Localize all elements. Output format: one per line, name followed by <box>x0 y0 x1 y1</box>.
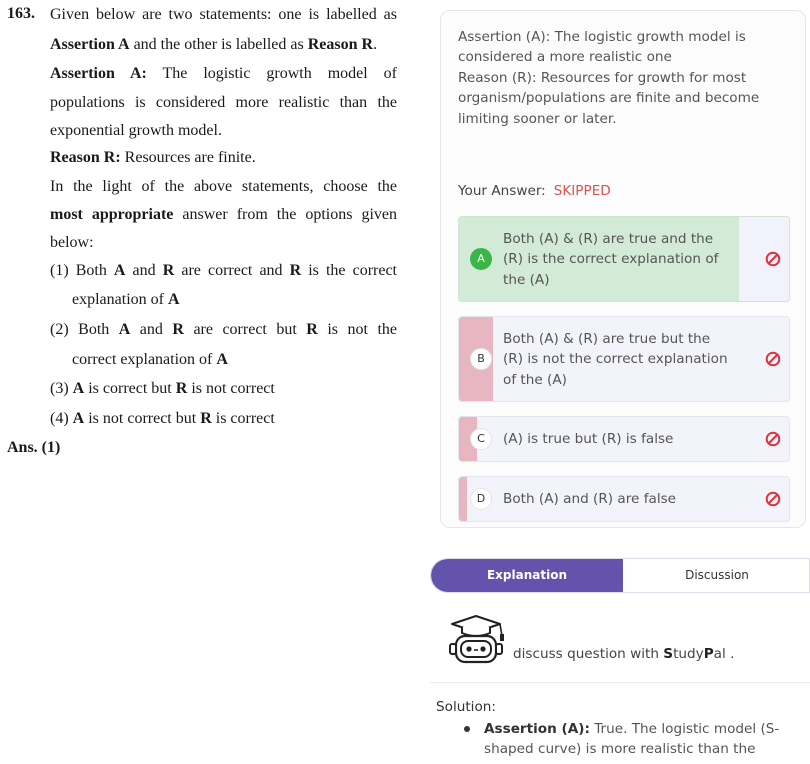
direction-line-2: most appropriate answer from the options given <box>50 206 397 223</box>
option-d-letter: D <box>470 488 492 510</box>
option-a[interactable] <box>458 216 790 302</box>
your-answer <box>458 183 611 199</box>
direction-line-1: In the light of the above statements, choose the <box>50 178 397 195</box>
option-c[interactable] <box>458 416 790 462</box>
assertion-line-2: populations is considered more realistic than the <box>50 94 397 111</box>
answer-card <box>440 10 806 528</box>
answer-key: Ans. (1) <box>7 439 61 456</box>
assertion-line-3: exponential growth model. <box>50 122 222 139</box>
reason-line: Reason R: Resources are finite. <box>50 149 256 166</box>
option-c-letter: C <box>470 428 492 450</box>
option-d-text: Both (A) and (R) are false <box>503 491 677 507</box>
card-statements <box>458 27 788 129</box>
option-d[interactable] <box>458 476 790 522</box>
explanation-discussion-tabs <box>430 558 810 593</box>
question-intro-line-1: Given below are two statements: one is labelled as <box>50 6 397 23</box>
textbook-option-3: (3) A is correct but R is not correct <box>50 380 275 397</box>
no-entry-icon <box>765 431 781 447</box>
option-b-letter: B <box>470 348 492 370</box>
your-answer-label: Your Answer: <box>458 183 546 199</box>
no-entry-icon <box>765 351 781 367</box>
section-divider <box>430 682 810 683</box>
bullet-icon <box>464 726 470 732</box>
direction-line-3: below: <box>50 234 94 251</box>
solution-point-1: Assertion (A): True. The logistic model (S-shaped curve) is more realistic than the <box>484 721 780 758</box>
textbook-option-2: (2) Both A and R are correct but R is not the <box>50 321 397 338</box>
card-assertion: Assertion (A): The logistic growth model is considered a more realistic one <box>458 29 746 66</box>
textbook-option-2-cont: correct explanation of A <box>72 351 228 368</box>
question-intro-line-2: Assertion A and the other is labelled as Reason R. <box>50 36 378 53</box>
textbook-option-1: (1) Both A and R are correct and R is the correct <box>50 262 398 279</box>
option-a-letter: A <box>470 248 492 270</box>
textbook-option-4: (4) A is not correct but R is correct <box>50 410 275 427</box>
no-entry-icon <box>765 491 781 507</box>
option-d-strip <box>459 477 467 521</box>
studypal-robot-icon[interactable] <box>446 612 508 664</box>
your-answer-status: SKIPPED <box>553 183 611 199</box>
solution-label: Solution: <box>436 699 496 715</box>
textbook-option-1-cont: explanation of A <box>72 291 180 308</box>
option-b-text: Both (A) & (R) are true but the (R) is not the correct explanation of the (A) <box>503 331 728 388</box>
tab-explanation[interactable]: Explanation <box>431 559 623 592</box>
tab-discussion[interactable]: Discussion <box>623 559 810 592</box>
option-a-text: Both (A) & (R) are true and the (R) is the correct explanation of the (A) <box>503 231 719 288</box>
option-a-status-panel <box>739 217 789 301</box>
assertion-line-1: Assertion A: The logistic growth model of <box>50 65 397 82</box>
card-reason: Reason (R): Resources for growth for most organism/populations are finite and become limiting sooner or later. <box>458 69 760 127</box>
studypal-prompt[interactable]: discuss question with StudyPal . <box>513 646 735 662</box>
no-entry-icon <box>765 251 781 267</box>
option-c-text: (A) is true but (R) is false <box>503 431 674 447</box>
option-b[interactable] <box>458 316 790 402</box>
question-number: 163. <box>7 5 35 22</box>
